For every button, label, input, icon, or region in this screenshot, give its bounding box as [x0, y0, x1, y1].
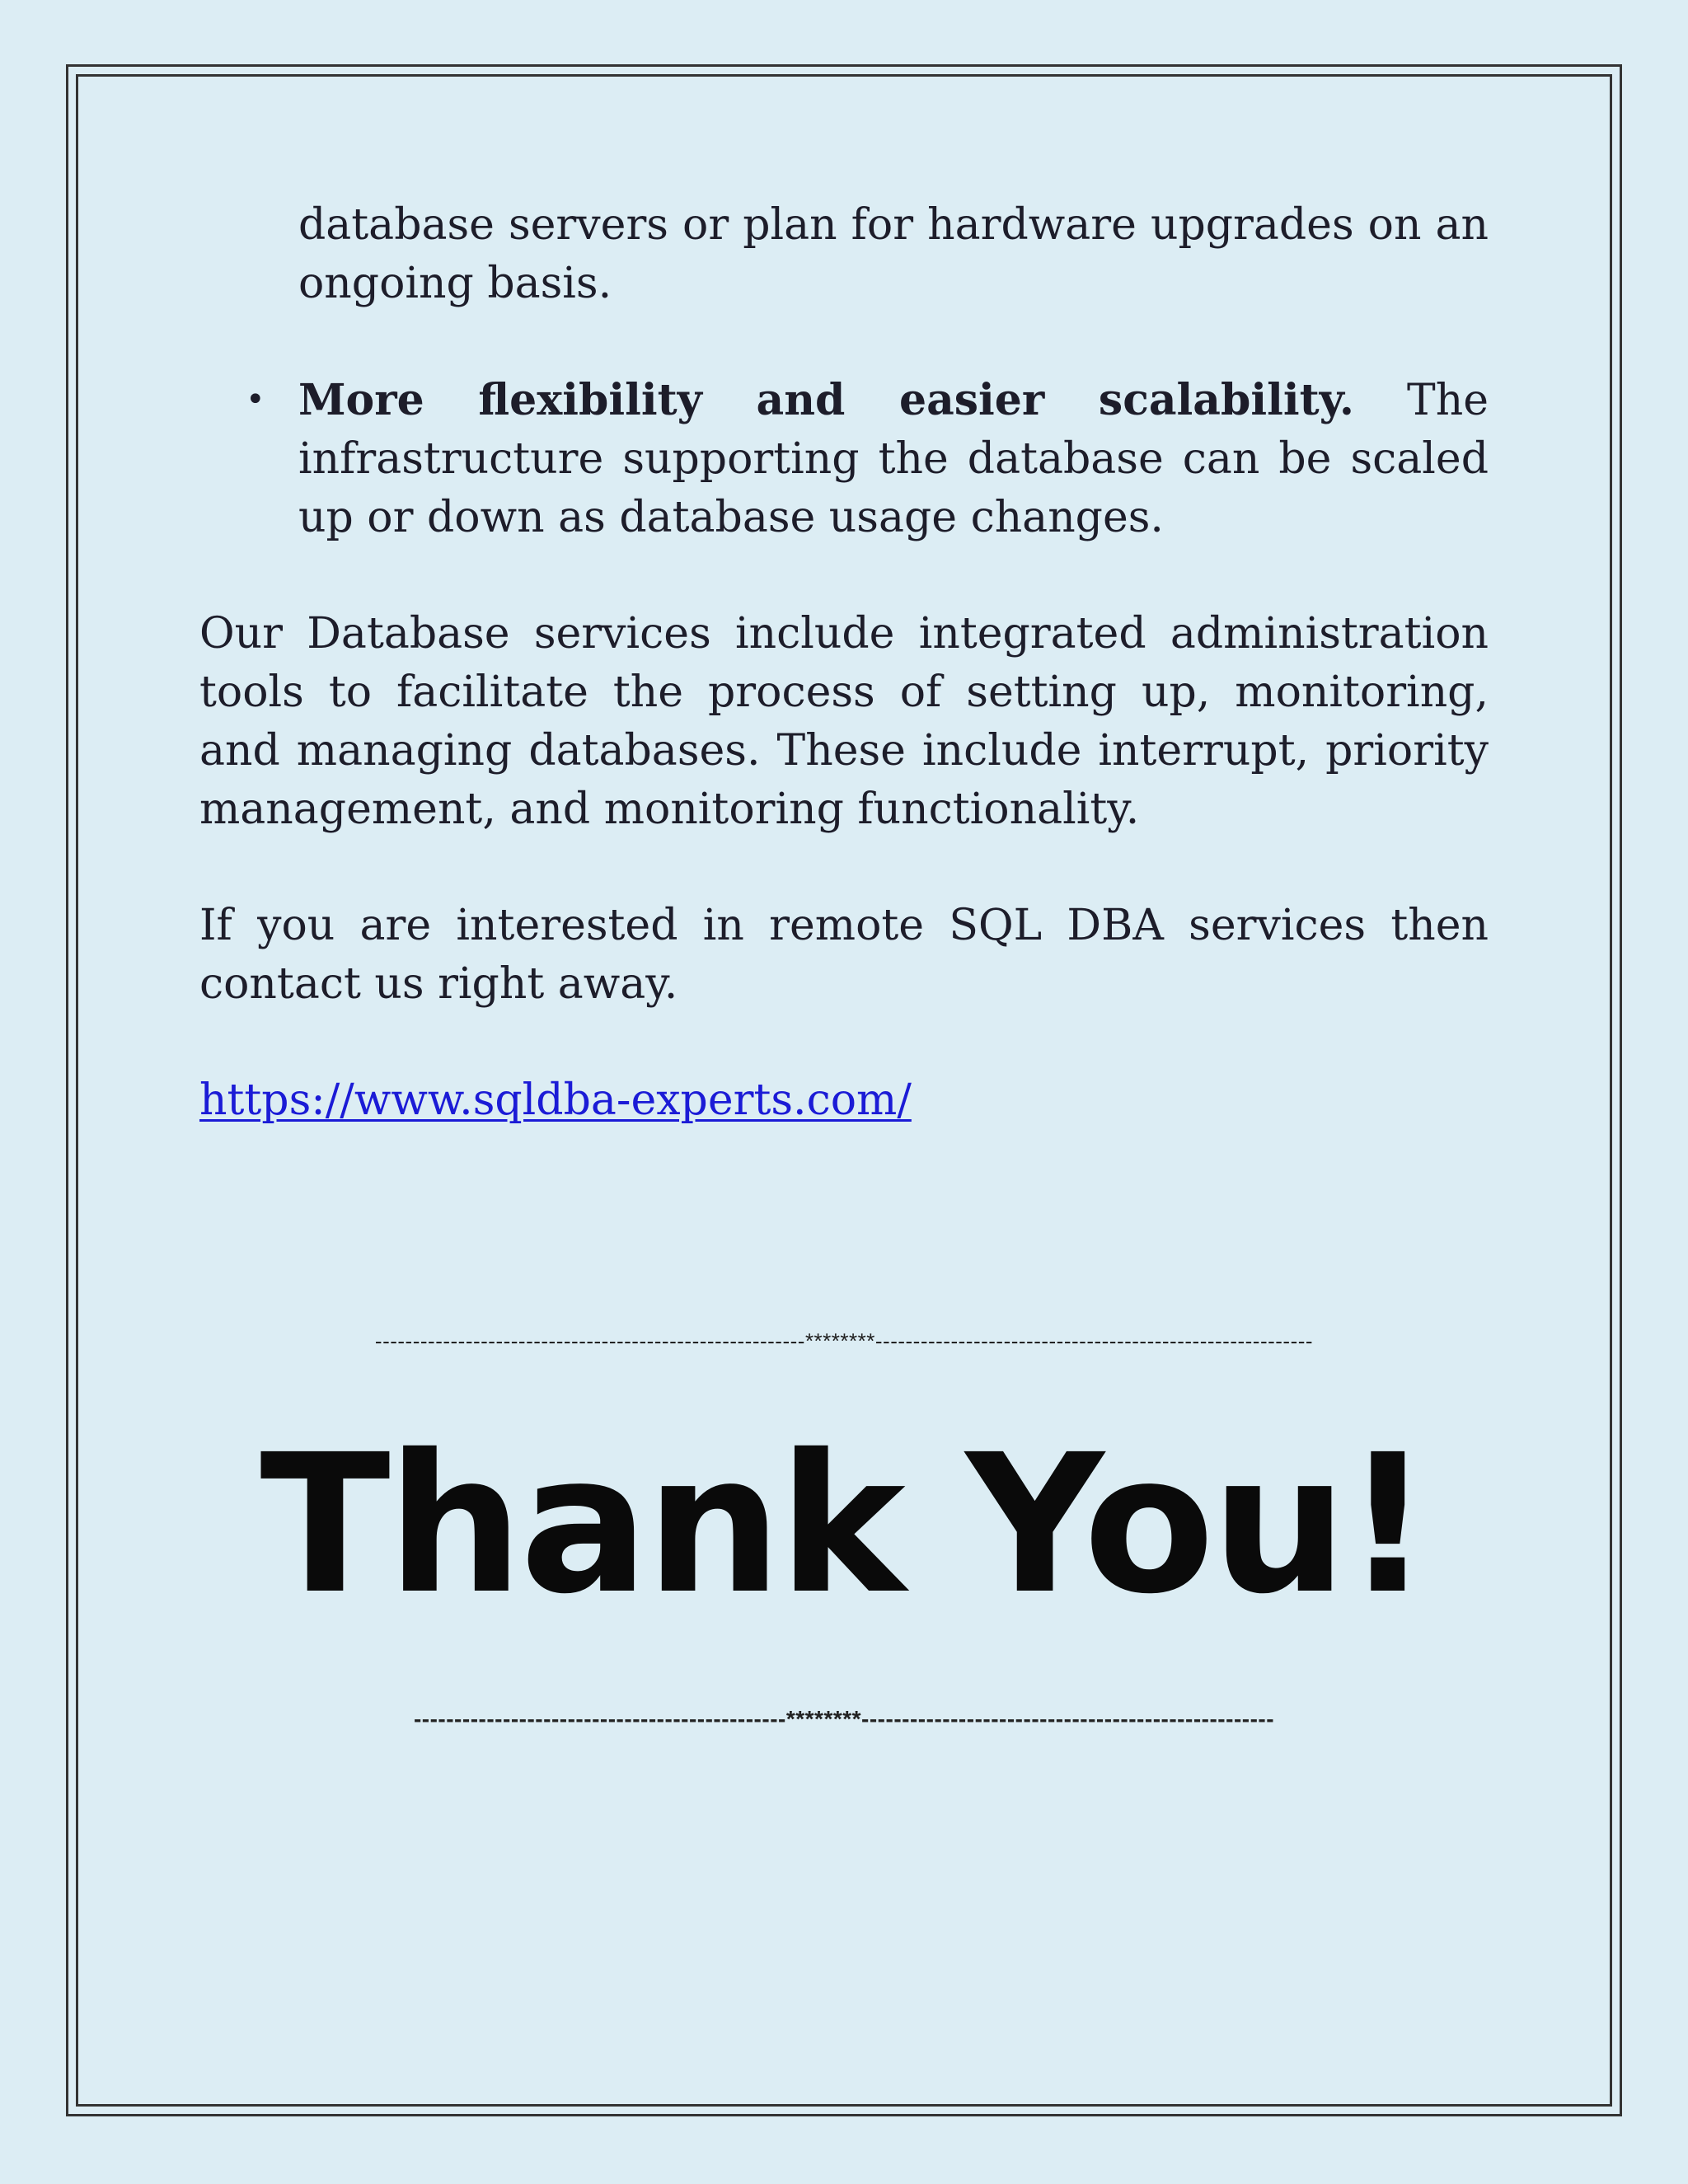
bullet-continuation: database servers or plan for hardware upgrades on an ongoing basis.: [298, 200, 1489, 308]
document-body: [199, 196, 1489, 1130]
bullet-dot-icon: •: [246, 381, 265, 419]
bullet-bold-lead: More flexibility and easier scalability.: [298, 375, 1354, 425]
thank-you-headline: Thank You!: [260, 1413, 1428, 1636]
paragraph-contact: If you are interested in remote SQL DBA services then contact us right away.: [199, 901, 1489, 1009]
link-paragraph: [199, 1071, 1489, 1130]
bullet-text: The infrastructure supporting the database can be scaled up or down as database usage changes.: [298, 376, 1489, 542]
bullet-list-item: [246, 371, 1489, 547]
website-link[interactable]: https://www.sqldba-experts.com/: [199, 1076, 912, 1125]
paragraph-services: Our Database services include integrated administration tools to facilitate the process of setting up, monitoring, and managing databases. These include interrupt, priority management, and monitoring functionality.: [199, 609, 1489, 834]
divider-top: ---------------------------------------------------------********----------------------------------------------------------: [374, 1329, 1314, 1353]
divider-bottom: ----------------------------------------------********---------------------------------------------------: [413, 1706, 1275, 1732]
